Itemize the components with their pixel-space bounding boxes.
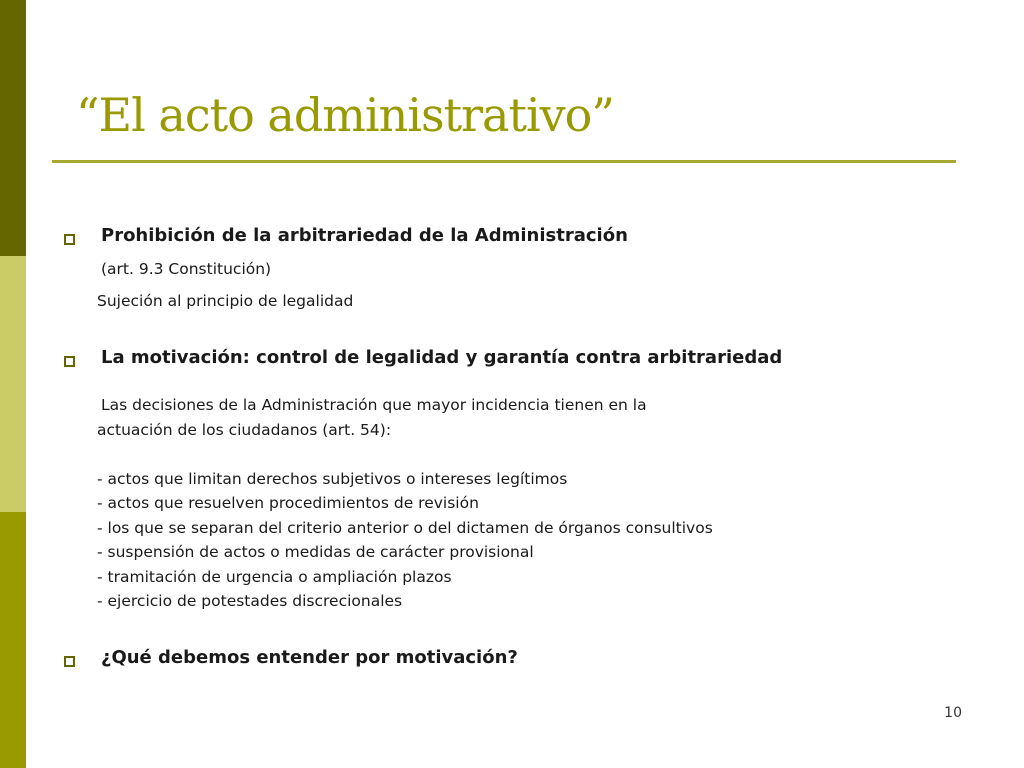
list-item: - tramitación de urgencia o ampliación plazos [97, 568, 452, 586]
square-bullet-icon [64, 234, 75, 245]
square-bullet-icon [64, 656, 75, 667]
list-item: - actos que limitan derechos subjetivos o intereses legítimos [97, 470, 568, 488]
title-underline [52, 160, 956, 163]
square-bullet-icon [64, 356, 75, 367]
page-number: 10 [944, 705, 962, 721]
list-item: - actos que resuelven procedimientos de revisión [97, 494, 479, 512]
list-item: - suspensión de actos o medidas de carácter provisional [97, 543, 534, 561]
sidebar-middle-segment [0, 256, 26, 512]
text-line: Las decisiones de la Administración que mayor incidencia tienen en la [101, 396, 647, 414]
section-heading-motivacion: La motivación: control de legalidad y garantía contra arbitrariedad [101, 347, 783, 368]
text-line: actuación de los ciudadanos (art. 54): [97, 421, 392, 439]
section-heading-pregunta: ¿Qué debemos entender por motivación? [101, 647, 518, 668]
sidebar-bottom-segment [0, 512, 26, 768]
sidebar-top-segment [0, 0, 26, 256]
section-heading-arbitrariedad: Prohibición de la arbitrariedad de la Administración [101, 225, 628, 246]
text-line: Sujeción al principio de legalidad [97, 292, 354, 310]
text-line: (art. 9.3 Constitución) [101, 260, 272, 278]
slide-title: “El acto administrativo” [76, 88, 614, 142]
list-item: - los que se separan del criterio anterior o del dictamen de órganos consultivos [97, 519, 713, 537]
list-item: - ejercicio de potestades discrecionales [97, 592, 403, 610]
